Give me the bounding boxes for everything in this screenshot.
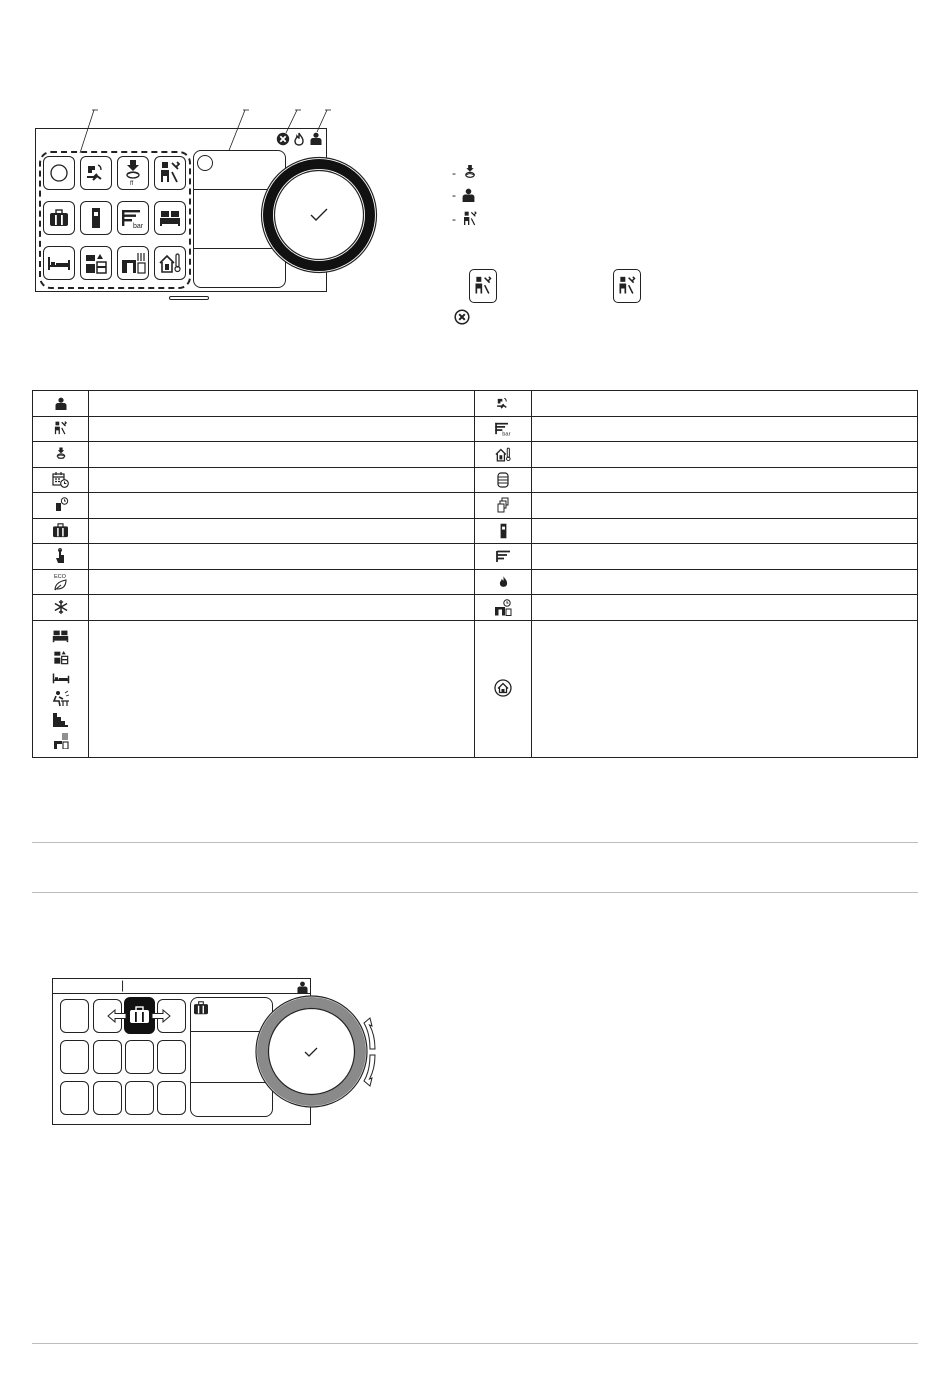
- installer-icon: [158, 160, 182, 186]
- symbol-icon-cell: [33, 518, 89, 544]
- hand-clock-icon: [33, 496, 88, 514]
- symbol-icon-cell: [33, 595, 89, 621]
- symbol-table: [32, 390, 918, 758]
- tile[interactable]: [60, 1081, 89, 1115]
- symbol-icon-cell: [33, 442, 89, 468]
- symbol-description-cell: [89, 442, 475, 468]
- symbol-description-cell: [531, 518, 917, 544]
- symbol-description-cell: [89, 493, 475, 519]
- installer-icon: [617, 275, 637, 297]
- symbol-row: [33, 416, 918, 442]
- stairs-icon: [33, 711, 88, 729]
- arrow-left-icon: [107, 1009, 127, 1028]
- tile-holiday[interactable]: [43, 201, 75, 235]
- desk-clock-icon: [475, 598, 530, 616]
- status-flame-icon: [294, 132, 304, 146]
- tile[interactable]: [60, 999, 89, 1033]
- svg-text:bar: bar: [133, 223, 144, 230]
- tile-desk-heating[interactable]: [117, 246, 149, 280]
- chimney-sweep-icon: [120, 159, 146, 187]
- symbol-icon-cell: [475, 416, 531, 442]
- touch-icon: [33, 547, 88, 565]
- symbol-description-cell: [531, 391, 917, 417]
- symbol-description-cell: [89, 620, 475, 757]
- symbol-description-cell: [89, 467, 475, 493]
- symbol-icon-cell: [475, 544, 531, 570]
- tile[interactable]: [157, 1081, 186, 1115]
- bedroom-icon: [47, 254, 71, 272]
- symbol-description-cell: [531, 544, 917, 570]
- symbol-row: [33, 620, 918, 757]
- power-icon: [49, 163, 69, 183]
- tile[interactable]: [93, 1040, 122, 1074]
- house-circle-icon: [475, 679, 530, 697]
- tank-icon: [475, 471, 530, 489]
- calendar-clock-icon: [33, 471, 88, 489]
- installer-icon: [473, 275, 493, 297]
- snowflake-icon: [33, 598, 88, 616]
- rotary-knob[interactable]: [260, 156, 378, 274]
- symbol-row: [33, 518, 918, 544]
- symbol-icon-cell: [33, 467, 89, 493]
- symbol-description-cell: [531, 569, 917, 595]
- symbol-icon-cell: [475, 391, 531, 417]
- installer-button-a[interactable]: [469, 269, 497, 303]
- chimney-sweep-icon: [33, 445, 88, 463]
- service-call-icon: [83, 160, 109, 186]
- symbol-description-cell: [531, 493, 917, 519]
- tile-power[interactable]: [43, 156, 75, 190]
- symbol-description-cell: [89, 569, 475, 595]
- arrow-right-icon: [151, 1009, 171, 1028]
- pressure-bar-icon: [475, 420, 530, 438]
- tile-living-room[interactable]: [154, 201, 186, 235]
- symbol-description-cell: [531, 467, 917, 493]
- symbol-icon-cell: [475, 620, 531, 757]
- symbol-icon-cell: [475, 518, 531, 544]
- svg-text:ff: ff: [130, 181, 134, 187]
- installer-icon: [33, 420, 88, 438]
- symbol-description-cell: [531, 620, 917, 757]
- symbol-description-cell: [531, 442, 917, 468]
- symbol-icon-cell: [33, 493, 89, 519]
- symbol-description-cell: [89, 595, 475, 621]
- tile-kitchen[interactable]: [80, 246, 112, 280]
- legend-item-chimney-sweep: -: [452, 164, 478, 182]
- symbol-icon-cell: [475, 467, 531, 493]
- bedroom-icon: [33, 669, 88, 687]
- symbol-icon-cell: [33, 569, 89, 595]
- symbol-icon-cell: [475, 569, 531, 595]
- tile[interactable]: [93, 1081, 122, 1115]
- flame-icon: [475, 573, 530, 591]
- tile[interactable]: [125, 1040, 154, 1074]
- status-user-icon: [310, 132, 322, 145]
- error-x-icon: [454, 309, 470, 330]
- device-slot: [169, 296, 209, 300]
- user-icon: [462, 188, 475, 202]
- section-rule: [32, 892, 918, 893]
- symbol-description-cell: [89, 544, 475, 570]
- status-bar-divider: [52, 993, 311, 994]
- tile-bedroom[interactable]: [43, 246, 75, 280]
- symbol-icon-cell: [33, 416, 89, 442]
- house-temperature-icon: [158, 251, 182, 275]
- symbol-icon-cell: [475, 442, 531, 468]
- symbol-row: [33, 569, 918, 595]
- signal-lines-icon: [475, 547, 530, 565]
- symbol-icon-cell: [33, 620, 89, 757]
- svg-text:ECO: ECO: [53, 573, 66, 580]
- tile-door[interactable]: [80, 201, 112, 235]
- menu-holiday-icon: [193, 1001, 209, 1020]
- holiday-icon: [49, 209, 69, 227]
- symbol-description-cell: [89, 391, 475, 417]
- title-mark: |: [121, 978, 125, 992]
- symbol-row: [33, 544, 918, 570]
- installer-button-b[interactable]: [613, 269, 641, 303]
- symbol-row: [33, 467, 918, 493]
- living-room-icon: [33, 627, 88, 645]
- living-room-icon: [159, 209, 181, 227]
- tile-chimney-sweep[interactable]: [117, 156, 149, 190]
- tile-installer[interactable]: [154, 156, 186, 190]
- chimney-sweep-icon: [462, 164, 478, 182]
- user-icon: [33, 394, 88, 412]
- footer-rule: [32, 1343, 918, 1344]
- symbol-icon-cell: [475, 493, 531, 519]
- symbol-row: [33, 493, 918, 519]
- symbol-row: [33, 442, 918, 468]
- symbol-icon-cell: [475, 595, 531, 621]
- tile-house-temperature[interactable]: [154, 246, 186, 280]
- rotate-arrows-icon: [360, 1017, 382, 1092]
- desk-heating-icon: [120, 251, 146, 275]
- rotary-knob-2[interactable]: [255, 995, 368, 1108]
- kitchen-icon: [33, 648, 88, 666]
- service-call-icon: [475, 394, 530, 412]
- office-icon: [33, 690, 88, 708]
- door-icon: [90, 207, 102, 229]
- installer-icon: [462, 210, 478, 228]
- legend-item-user: -: [452, 188, 475, 202]
- symbol-row: [33, 595, 918, 621]
- symbol-description-cell: [531, 595, 917, 621]
- menu-indicator: [197, 155, 213, 171]
- svg-text:bar: bar: [502, 431, 511, 438]
- symbol-description-cell: [89, 416, 475, 442]
- tile[interactable]: [125, 1081, 154, 1115]
- status-error-icon: [276, 132, 290, 146]
- holiday-icon: [33, 522, 88, 540]
- tile[interactable]: [157, 1040, 186, 1074]
- tile-service-call[interactable]: [80, 156, 112, 190]
- eco-leaf-icon: [33, 572, 88, 592]
- cascade-icon: [475, 496, 530, 514]
- section-rule: [32, 842, 918, 843]
- symbol-icon-cell: [33, 391, 89, 417]
- door-icon: [475, 522, 530, 540]
- confirm-checkmark-icon: [309, 207, 329, 228]
- legend-item-installer: -: [452, 210, 478, 228]
- tile-pressure[interactable]: [117, 201, 149, 235]
- symbol-description-cell: [531, 416, 917, 442]
- tile[interactable]: [60, 1040, 89, 1074]
- pressure-bar-icon: [119, 206, 147, 230]
- symbol-row: [33, 391, 918, 417]
- kitchen-icon: [84, 251, 108, 275]
- symbol-icon-cell: [33, 544, 89, 570]
- bathroom-icon: [33, 732, 88, 750]
- house-temperature-icon: [475, 445, 530, 463]
- symbol-description-cell: [89, 518, 475, 544]
